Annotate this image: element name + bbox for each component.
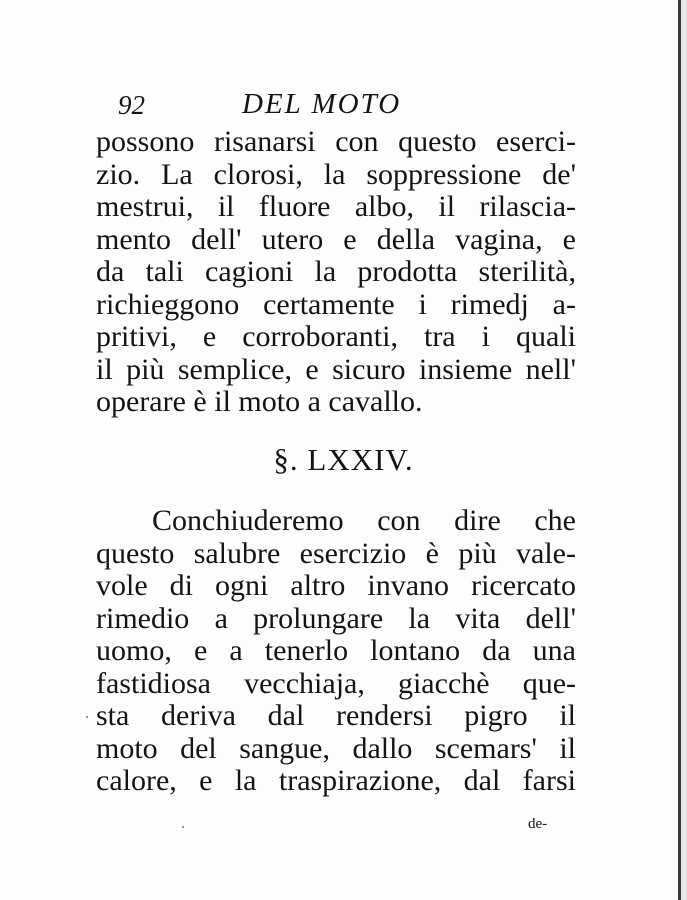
text-line: fastidiosa vecchiaja, giacchè que-: [96, 666, 576, 700]
ink-speck: [86, 716, 88, 718]
section-heading: §. LXXIV.: [273, 442, 414, 477]
text-line: mestrui, il fluore albo, il rilascia-: [96, 190, 576, 223]
text-line: Conchiuderemo con dire che: [152, 504, 576, 537]
text-line: questo salubre esercizio è più vale-: [96, 536, 576, 570]
text-line: rimedio a prolungare la vita dell': [96, 601, 576, 635]
text-line: sta deriva dal rendersi pigro il: [96, 699, 576, 732]
running-title: DEL MOTO: [242, 88, 402, 120]
text-line: zio. La clorosi, la soppressione de': [96, 157, 576, 191]
paragraph-main: [96, 505, 576, 798]
text-line: moto del sangue, dallo scemars' il: [96, 731, 576, 765]
text-line: richieggono certamente i rimedj a-: [96, 287, 576, 321]
text-line: vole di ogni altro invano ricercato: [96, 569, 576, 602]
text-line: possono risanarsi con questo eserci-: [96, 125, 576, 158]
text-line: da tali cagioni la prodotta sterilità,: [96, 255, 576, 288]
text-line: il più semplice, e sicuro insieme nell': [96, 352, 576, 386]
text-line: pritivi, e corroboranti, tra i quali: [96, 320, 576, 353]
text-line: operare è il moto a cavallo.: [96, 385, 423, 418]
running-header: [118, 88, 588, 128]
text-line: uomo, e a tenerlo lontano da una: [96, 634, 576, 667]
text-line: calore, e la traspirazione, dal farsi: [96, 764, 576, 797]
ink-speck: [182, 826, 184, 828]
paragraph-continuation: [96, 126, 576, 419]
catchword: de-: [528, 816, 548, 832]
text-line: mento dell' utero e della vagina, e: [96, 222, 576, 256]
page-number: 92: [118, 90, 145, 120]
